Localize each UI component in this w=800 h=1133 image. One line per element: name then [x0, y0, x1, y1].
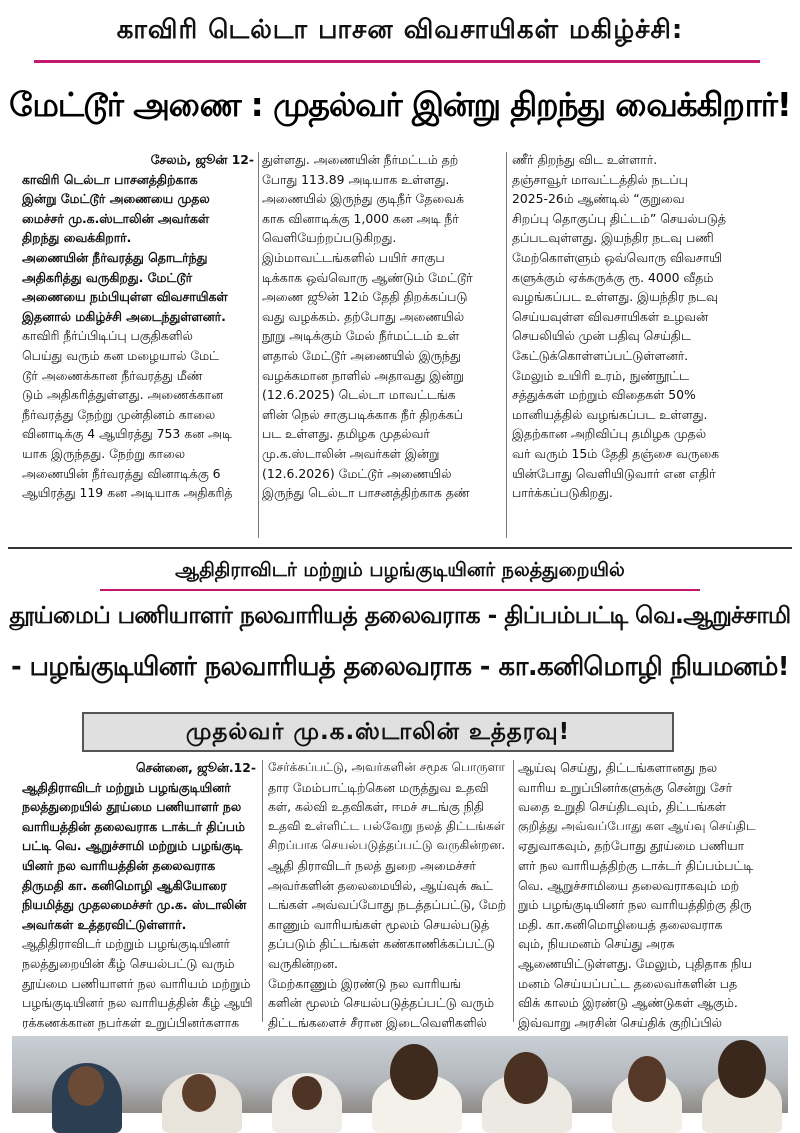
text-line: நலத்துறையில் தூய்மை பணியாளர் நல — [22, 799, 242, 815]
text-line: சிறப்பாக செயல்படுத்தப்பட்டு வருகின்றன. — [268, 838, 506, 853]
text-line: வதை உறுதி செய்திடவும், திட்டங்கள் — [518, 799, 726, 815]
text-line: டூர் அணைக்கான நீர்வரத்து மீண் — [22, 367, 203, 383]
text-line: ஆதி திராவிடர் நலத் துறை அமைச்சர் — [268, 857, 476, 873]
text-line: வினாடிக்கு 4 ஆயிரத்து 753 கன அடி — [22, 426, 232, 442]
text-line: நூறு அடிக்கும் மேல் நீர்மட்டம் உள் — [262, 328, 460, 344]
text-line: ஆய்வு செய்து, திட்டங்களானது நல — [518, 760, 718, 775]
text-line: றும் பழங்குடியினர் நல வாரியத்திற்கு திரு — [518, 897, 752, 913]
text-line: வருகின்றன. — [268, 955, 338, 971]
article1-column-1 — [22, 150, 254, 540]
text-line: அணையில் இருந்து குடிநீர் தேவைக் — [262, 191, 464, 207]
text-line: சிறப்பு தொகுப்பு திட்டம்” செயல்படுத் — [512, 210, 726, 226]
kicker-underline — [34, 60, 760, 63]
text-line: ளின் நெல் சாகுபடிக்காக நீர் திறக்கப் — [262, 406, 464, 422]
text-line: நலத்துறையின் கீழ் செயல்பட்டு வரும் — [22, 955, 235, 971]
text-line: காவிரி டெல்டா பாசனத்திற்காக — [22, 171, 198, 187]
article2-column-1 — [22, 758, 256, 1030]
text-line: மனம் செய்யப்பட்ட தலைவர்களின் பத — [518, 975, 738, 991]
text-line: இதனால் மகிழ்ச்சி அடைந்துள்ளனர். — [22, 308, 226, 324]
text-line: தஞ்சாவூர் மாவட்டத்தில் நடப்பு — [512, 171, 688, 187]
photo-person-head — [628, 1056, 666, 1102]
text-line: அவர்களின் தலைமையில், ஆய்வுக் கூட் — [268, 877, 493, 893]
article2-headline-line2: - பழங்குடியினர் நலவாரியத் தலைவராக - கா.கனிமொழி நியமனம்! — [10, 652, 790, 682]
column-divider — [262, 760, 263, 1022]
text-line: துள்ளது. அணையின் நீர்மட்டம் தற் — [262, 152, 459, 167]
text-line: திட்டங்களைச் சீரான இடைவெளிகளில் — [268, 1014, 487, 1030]
article2-banner: முதல்வர் மு.க.ஸ்டாலின் உத்தரவு! — [82, 712, 674, 752]
text-line: (12.6.2025) டெல்டா மாவட்டங்க — [262, 387, 456, 403]
text-line: வாரியத்தின் தலைவராக டாக்டர் திப்பம் — [22, 818, 245, 834]
text-line: சென்னை, ஜூன்.12- — [135, 760, 256, 775]
text-line: மானியத்தில் வழங்கப்பட உள்ளது. — [512, 406, 708, 422]
text-line: மேற்கொள்ளும் ஒவ்வொரு விவசாயி — [512, 249, 722, 265]
text-line: சேர்க்கப்பட்டு, அவர்களின் சமூக பொருளா — [268, 760, 505, 774]
text-line: 2025-26ம் ஆண்டில் “குறுவை — [512, 191, 685, 207]
text-line: களின் மூலம் செயல்படுத்தப்பட்டு வரும் — [268, 995, 494, 1011]
text-line: யாக இருந்தது. நேற்று காலை — [22, 445, 186, 461]
text-line: திருமதி கா. கனிமொழி ஆகியோரை — [22, 877, 227, 893]
text-line: இம்மாவட்டங்களில் பயிர் சாகுப — [262, 249, 445, 265]
text-line: மதி. கா.கனிமொழியைத் தலைவராக — [518, 916, 723, 932]
text-line: ஆணையிட்டுள்ளது. மேலும், புதிதாக நிய — [518, 955, 752, 971]
text-line: ஏதுவாகவும், தற்போது தூய்மை பணியா — [518, 838, 745, 854]
text-line: வும், நியமனம் செய்து அரசு — [518, 936, 675, 952]
text-line: நியமித்து முதலமைச்சர் மு.க. ஸ்டாலின் — [22, 897, 247, 913]
article1-column-3 — [512, 150, 750, 540]
column-divider — [258, 152, 259, 538]
photo-person-head — [68, 1066, 104, 1106]
text-line: யினர் நல வாரியத்தின் தலைவராக — [22, 857, 216, 873]
text-line: வெளியேற்றப்படுகிறது. — [262, 230, 397, 246]
article2-column-2 — [268, 758, 508, 1030]
text-line: உதவி உள்ளிட்ட பல்வேறு நலத் திட்டங்கள் — [268, 818, 505, 833]
article2-column-3 — [518, 758, 756, 1030]
text-line: வெ. ஆறுச்சாமியை தலைவராகவும் மற் — [518, 877, 739, 893]
photo-person-head — [292, 1076, 322, 1110]
text-line: குறித்து அவ்வப்போது கள ஆய்வு செய்திட — [518, 818, 756, 833]
text-line: வாரிய உறுப்பினர்களுக்கு சென்று சேர் — [518, 779, 733, 795]
text-line: பெய்து வரும் கன மழையால் மேட் — [22, 347, 219, 363]
article1-headline: மேட்டூர் அணை : முதல்வர் இன்று திறந்து வைக்கிறார்! — [9, 86, 791, 124]
text-line: இருந்து டெல்டா பாசனத்திற்காக தண் — [262, 485, 470, 501]
text-line: மு.க.ஸ்டாலின் அவர்கள் இன்று — [262, 445, 440, 461]
text-line: போது 113.89 அடியாக உள்ளது. — [262, 171, 450, 187]
text-line: டங்கள் அவ்வப்போது நடத்தப்பட்டு, மேற் — [268, 897, 507, 913]
article1-column-2 — [262, 150, 500, 540]
text-line: தார மேம்பாட்டிற்கென மருத்துவ உதவி — [268, 779, 489, 795]
column-divider — [506, 152, 507, 538]
text-line: டிக்காக ஒவ்வொரு ஆண்டும் மேட்டூர் — [262, 269, 473, 285]
kicker-underline — [100, 589, 700, 591]
text-line: ரக்கணக்கான நபர்கள் உறுப்பினர்களாக — [22, 1014, 240, 1030]
column-divider — [513, 760, 514, 1022]
text-line: அணையை நம்பியுள்ள விவசாயிகள் — [22, 289, 228, 305]
text-line: ஆதிதிராவிடர் மற்றும் பழங்குடியினர் — [22, 779, 231, 795]
news-photo — [12, 1036, 788, 1113]
article-separator — [8, 547, 792, 549]
text-line: காவிரி நீர்ப்பிடிப்பு பகுதிகளில் — [22, 328, 193, 344]
text-line: செயலியில் முன் பதிவு செய்திட — [512, 328, 691, 344]
text-line: செய்யவுள்ள விவசாயிகள் உழவன் — [512, 308, 709, 324]
text-line: தப்படவுள்ளது. இயந்திர நடவு பணி — [512, 230, 714, 246]
text-line: நீர்வரத்து நேற்று முன்தினம் காலை — [22, 406, 216, 422]
text-line: டும் அதிகரித்துள்ளது. அணைக்கான — [22, 387, 224, 403]
text-line: தூய்மை பணியாளர் நல வாரியம் மற்றும் — [22, 975, 251, 991]
text-line: பட உள்ளது. தமிழக முதல்வர் — [262, 426, 430, 442]
text-line: ஆதிதிராவிடர் மற்றும் பழங்குடியினர் — [22, 936, 230, 952]
text-line: பட்டி வெ. ஆறுச்சாமி மற்றும் பழங்குடி — [22, 838, 243, 854]
text-line: இவ்வாறு அரசின் செய்திக் குறிப்பில் — [518, 1014, 722, 1030]
article2-kicker: ஆதிதிராவிடர் மற்றும் பழங்குடியினர் நலத்துறையில் — [175, 559, 625, 581]
text-line: வது வழக்கம். தற்போது அணையில் — [262, 308, 465, 324]
text-line: வழங்கப்பட உள்ளது. இயந்திர நடவு — [512, 289, 718, 305]
text-line: அவர்கள் உத்தரவிட்டுள்ளார். — [22, 916, 187, 932]
text-line: இன்று மேட்டூர் அணையை முதல — [22, 191, 210, 207]
text-line: வர் வரும் 15ம் தேதி தஞ்சை வருகை — [512, 445, 720, 461]
article1-kicker: காவிரி டெல்டா பாசன விவசாயிகள் மகிழ்ச்சி: — [116, 15, 684, 45]
text-line: காக வினாடிக்கு 1,000 கன அடி நீர் — [262, 210, 459, 226]
text-line: விக் காலம் இரண்டு ஆண்டுகள் ஆகும். — [518, 995, 738, 1011]
text-line: யின்போது வெளியிடுவார் என எதிர் — [512, 465, 716, 481]
text-line: ஆயிரத்து 119 கன அடியாக அதிகரித் — [22, 485, 233, 501]
text-line: அணையின் நீர்வரத்து தொடர்ந்து — [22, 249, 208, 265]
text-line: இதற்கான அறிவிப்பு தமிழக முதல் — [512, 426, 707, 442]
text-line: பார்க்கப்படுகிறது. — [512, 485, 613, 501]
text-line: பழங்குடியினர் நல வாரியத்தின் கீழ் ஆயி — [22, 995, 253, 1011]
photo-person-head — [182, 1074, 216, 1112]
text-line: மேற்காணும் இரண்டு நல வாரியங் — [268, 975, 462, 991]
text-line: (12.6.2026) மேட்டூர் அணையில் — [262, 465, 452, 481]
text-line: ணீர் திறந்து விட உள்ளார். — [512, 152, 658, 167]
text-line: ளதால் மேட்டூர் அணையில் இருந்து — [262, 347, 461, 363]
text-line: மேலும் உயிரி உரம், நுண்நூட்ட — [512, 367, 689, 383]
article2-headline-line1: தூய்மைப் பணியாளர் நலவாரியத் தலைவராக - திப்பம்பட்டி வெ.ஆறுச்சாமி — [9, 602, 791, 629]
text-line: கள், கல்வி உதவிகள், ஈமச் சடங்கு நிதி — [268, 799, 484, 815]
text-line: தப்படும் திட்டங்கள் கண்காணிக்கப்பட்டு — [268, 936, 495, 952]
photo-person-head — [718, 1040, 766, 1098]
text-line: ளர் நல வாரியத்திற்கு டாக்டர் திப்பம்பட்டி — [518, 857, 754, 873]
text-line: அதிகரித்து வருகிறது. மேட்டூர் — [22, 269, 193, 285]
text-line: சத்துக்கள் மற்றும் விதைகள் 50% — [512, 387, 696, 403]
photo-person-head — [504, 1052, 548, 1104]
text-line: கேட்டுக்கொள்ளப்பட்டுள்ளனர். — [512, 347, 689, 363]
text-line: அணையின் நீர்வரத்து வினாடிக்கு 6 — [22, 465, 221, 481]
text-line: சேலம், ஜூன் 12- — [150, 152, 254, 167]
text-line: திறந்து வைக்கிறார். — [22, 230, 132, 246]
text-line: வழக்கமான நாளில் அதாவது இன்று — [262, 367, 464, 383]
text-line: காணும் வாரியங்கள் மூலம் செயல்படுத் — [268, 916, 490, 932]
text-line: அணை ஜூன் 12ம் தேதி திறக்கப்படு — [262, 289, 468, 305]
photo-person-head — [390, 1044, 438, 1100]
text-line: களுக்கும் ஏக்கருக்கு ரூ. 4000 வீதம் — [512, 269, 714, 285]
text-line: மைச்சர் மு.க.ஸ்டாலின் அவர்கள் — [22, 210, 210, 226]
